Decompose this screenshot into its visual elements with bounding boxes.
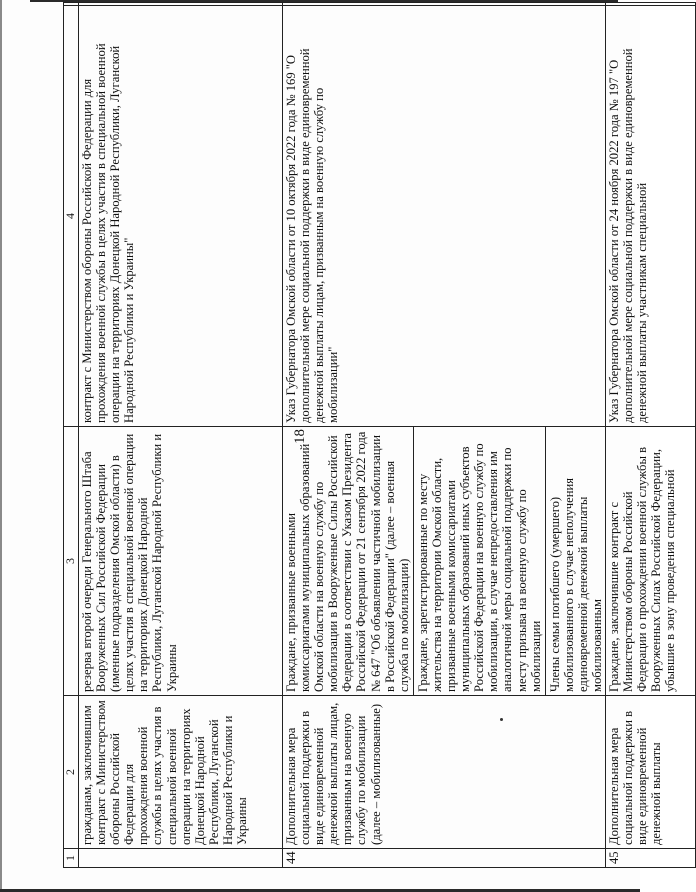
recipients-cell	[79, 427, 283, 696]
recipient-text: Члены семьи погибшего (умершего) мобилизованного в случае неполучения единовременной денежной выплаты мобилизованным	[545, 427, 604, 695]
recipients-cell	[606, 427, 696, 696]
page-number: 18	[292, 429, 308, 444]
measures-table	[63, 2, 696, 868]
recipient-text: Граждане, заключившие контракт с Министерством обороны Российской Федерации о прохождении военной службы в Вооруженных Силах Российской Федерации, убывшие в зону проведения специальной	[607, 446, 678, 692]
header-col-3: 3	[64, 427, 79, 696]
recipients-cell	[283, 427, 606, 696]
blank-cell	[606, 3, 696, 6]
recipient-text: резерва второй очереди Генерального Штаба Вооруженных Сил Российской Федерации (именные подразделения Омской области) в целях участия в специальной военной операции на территориях Донецкой Народной Республики, Луганской Народной Республики и Украины	[80, 433, 179, 692]
table-header-row	[64, 3, 79, 868]
measure-cell: гражданам, заключившим контракт с Министерством обороны Российской Федерации для прохождения военной службы в целях участия в специальной военной операции на территориях Донецкой Народной Республики, Луганской Народной Республики и Украины	[79, 696, 283, 849]
table-row	[606, 3, 696, 868]
basis-cell: контракт с Министерством обороны Российской Федерации для прохождения военной службы в целях участия в специальной военной операции на территориях Донецкой Народной Республики, Луганской Народной Республики и Украины"	[79, 6, 283, 427]
scan-speck	[500, 718, 503, 721]
basis-cell: Указ Губернатора Омской области от 24 ноября 2022 года № 197 "О дополнительной мере социальной поддержки в виде единовременной денежной выплаты участникам специальной	[606, 6, 696, 427]
header-col-1: 1	[64, 849, 79, 868]
measure-cell: Дополнительная мера социальной поддержки в виде единовременной денежной выплаты лицам, призванным на военную службу по мобилизации (далее – мобилизованные)	[283, 696, 606, 849]
recipient-text: Граждане, призванные военными комиссариатами муниципальных образований Омской области на военную службу по мобилизации в Вооруженные Силы Российской Федерации в соответствии с Указом Президента Российской Федерации от 21 сентября 2022 года № 647 "Об объявлении частичной мобилизации в Российской Федерации" (далее – военная служба по мобилизации)	[284, 431, 411, 692]
blank-cell	[283, 3, 606, 6]
blank-cell	[79, 3, 283, 6]
recipient-text: Граждане, зарегистрированные по месту жительства на территории Омской области, призванные военными комиссариатами муниципальных образований иных субъектов Российской Федерации на военную службу по мобилизации, в случае непредоставления им аналогичной меры социальной поддержки по месту призыва на военную службу по мобилизации	[413, 427, 543, 695]
row-number	[79, 849, 283, 868]
rotated-table-wrapper	[63, 8, 678, 868]
table-row	[283, 3, 606, 868]
scan-edge-left	[0, 0, 2, 892]
row-number: 44	[283, 849, 606, 868]
header-col-5	[64, 3, 79, 6]
measure-cell: Дополнительная мера социальной поддержки в виде единовременной денежной выплаты	[606, 696, 696, 849]
header-col-2: 2	[64, 696, 79, 849]
header-col-4: 4	[64, 6, 79, 427]
row-number: 45	[606, 849, 696, 868]
table-row	[79, 3, 283, 868]
basis-cell: Указ Губернатора Омской области от 10 октября 2022 года № 169 "О дополнительной мере социальной поддержки в виде единовременной денежной выплаты лицам, призванным на военную службу по мобилизации"	[283, 6, 606, 427]
